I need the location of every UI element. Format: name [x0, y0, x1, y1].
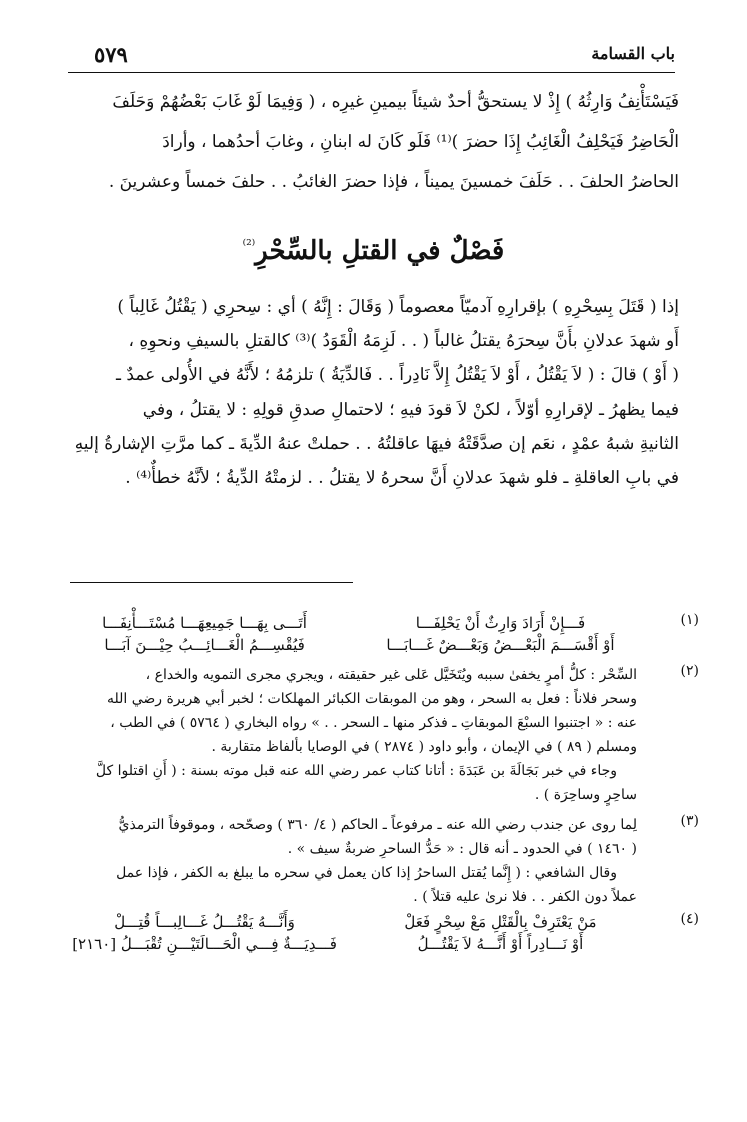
text-line: أَو شهدَ عدلانِ بأَنَّ سِحرَهُ يقتلُ غالباً ( . . لَزِمَهُ الْقَوَدُ )⁽³⁾ كالقتلِ بالسيفِ ونحوِهِ ، [128, 331, 679, 352]
section-heading-ref: ⁽²⁾ [242, 237, 256, 254]
verse-line [68, 634, 637, 656]
text-line: فَيَسْتَأْنِفُ وَارِثُهُ ) إِذْ لا يستحقُّ أحدٌ شيئاً بيمينِ غيرِه ، ( وَفِيمَا لَوْ غَابَ بَعْضُهُمْ وَحَلَفَ [112, 92, 679, 112]
verse-line [68, 911, 637, 933]
text-line: في بابِ العاقلةِ ـ فلو شهدَ عدلانِ أَنَّ سحرهُ لا يقتلُ . . لزمتْهُ الدِّيةُ ؛ لأنَّهُ خطأٌ⁽⁴⁾ . [125, 468, 679, 489]
verse-hemistich: وَأَنَّـــهُ يَقْتُـــلُ غَـــالِبـــاً قُتِـــلْ [114, 913, 295, 931]
verse-hemistich: فَيُقْسِـــمُ الْغَـــائِـــبُ حِيْـــنَ آبَـــا [104, 636, 305, 654]
footnote-number: (١) [680, 612, 699, 628]
footnote-line: وقال الشافعي : ( إِنَّما يُقتل الساحرُ إذا كان يعمل في سحره ما يبلغ به الكفر ، فإذا عمل [116, 865, 617, 881]
footnote-number: (٣) [680, 813, 699, 829]
verse-hemistich: فَـــإِنْ أَرَادَ وَارِثٌ أَنْ يَحْلِفَـــا [415, 614, 586, 632]
footnote-1 [68, 612, 699, 656]
footnote-verse [68, 911, 637, 955]
page-header [68, 40, 675, 73]
footnote-line: السِّحْر : كلُّ أمرٍ يخفىٰ سببه ويُتَخَيَّل عَلى غير حقيقته ، ويجري مجرى التمويه والخداع ، [145, 667, 637, 683]
text-line: فيما يظهرُ ـ لإقرارِهِ أوّلاً ، لكنْ لاَ قودَ فيهِ ؛ لاحتمالِ صدقِ قولِهِ : لا يقتلُ ، وفي [142, 399, 679, 420]
text-line: إذا ( قَتَلَ بِسِحْرِهِ ) بإقرارِهِ آدميّاً معصوماً ( وَقَالَ : إِنَّهُ ) أي : سِحرِي ( يَقْتُلُ غَالِباً ) [117, 297, 679, 317]
chapter-title: باب القسامة [591, 44, 675, 63]
footnote-number: (٢) [680, 663, 699, 679]
section-heading-text: فَصْلٌ في القتلِ بالسِّحْرِ [255, 236, 505, 266]
footnote-verse [68, 612, 637, 656]
footnote-line: عملاً دون الكفر . . فلا نرىٰ عليه قتلاً ) . [413, 889, 637, 905]
footnote-line: ( ١٤٦٠ ) في الحدود ـ أنه قال : « حَدُّ الساحرِ ضربةٌ سيف » . [287, 841, 637, 857]
verse-hemistich: فَـــدِيَـــةٌ فِـــي الْحَـــالَتَيْـــنِ تُقْبَـــلُ [٢١٦٠] [72, 935, 337, 953]
verse-hemistich: أَوْ نَـــادِراً أَوْ أَنَّـــهُ لاَ يَقْتُـــلُ [417, 935, 584, 953]
footnote-3 [68, 813, 699, 909]
verse-hemistich: مَنْ يَعْتَرِفْ بِالْقَتْلِ مَعْ سِحْرٍ فَعَلْ [404, 913, 597, 931]
text-line: ( أَوْ ) قالَ : ( لاَ يَقْتُلُ ، أَوْ لاَ يَقْتُلُ إِلاَّ نَادِراً . . فَالدِّيَةُ ) تلزمُهُ ؛ لأَنَّهُ في الأُولى عمدٌ ـ [116, 365, 679, 386]
text-line: الثانيةِ شبهُ عمْدٍ ، نعَم إن صدَّقَتْهُ فيهَا عاقلتُهُ . . حملتْ عنهُ الدِّيةَ ـ كما مرَّتِ الإشارةُ إليهِ [74, 433, 679, 454]
footnote-2 [68, 663, 699, 807]
text-line: الْحَاضِرُ فَيَحْلِفُ الْغَائِبُ إِذَا حضرَ )⁽¹⁾ فَلَو كَانَ له ابنانِ ، وغابَ أحدُهما ، وأرادَ [162, 132, 679, 152]
page-number: ٥٧٩ [94, 42, 128, 67]
section-heading [0, 236, 747, 266]
footnote-line: وجاء في خبر بَجَالَةَ بن عَبَدَةَ : أتانا كتاب عمر رضي الله عنه قبل موته بسنة : ( أَنِ اقتلوا كلَّ [95, 763, 617, 779]
verse-line [68, 612, 637, 634]
verse-hemistich: أَتَـــى بِهَـــا جَمِيعِهَـــا مُسْتَـــأْنِفَـــا [102, 614, 307, 632]
footnote-line: عنه : « اجتنبوا السبْعَ الموبقاتِ ـ فذكر منها ـ السحر . . » رواه البخاري ( ٥٧٦٤ ) في الطب ، [110, 715, 637, 731]
footnote-line: ومسلم ( ٨٩ ) في الإيمان ، وأبو داود ( ٢٨٧٤ ) في الوصايا بألفاظ متقاربة . [211, 739, 637, 755]
main-paragraph [70, 290, 679, 495]
footnotes [68, 612, 699, 955]
footnote-line: لِما روى عن جندب رضي الله عنه ـ مرفوعاً ـ الحاكم ( ٤/ ٣٦٠ ) وصحّحه ، وموقوفاً الترمذيُّ [118, 817, 637, 833]
footnote-number: (٤) [680, 911, 699, 927]
verse-line [68, 933, 637, 955]
footnote-divider [70, 582, 353, 583]
footnote-line: وسحر فلاناً : فعل به السحر ، وهو من الموبقات الكبائر المهلكات ؛ لخبر أبي هريرة رضي الله [107, 691, 637, 707]
footnote-line: ساحِرٍ وساحِرَة ) . [534, 787, 637, 803]
footnote-4 [68, 911, 699, 955]
text-line: الحاضرُ الحلفَ . . حَلَفَ خمسينَ يميناً ، فإذا حضرَ الغائبُ . . حلفَ خمساً وعشرينَ . [108, 172, 679, 192]
intro-paragraph [70, 82, 679, 202]
verse-hemistich: أَوْ أَقْسَـــمَ الْبَعْـــضُ وَبَعْـــضٌ غَـــابَـــا [386, 636, 615, 654]
